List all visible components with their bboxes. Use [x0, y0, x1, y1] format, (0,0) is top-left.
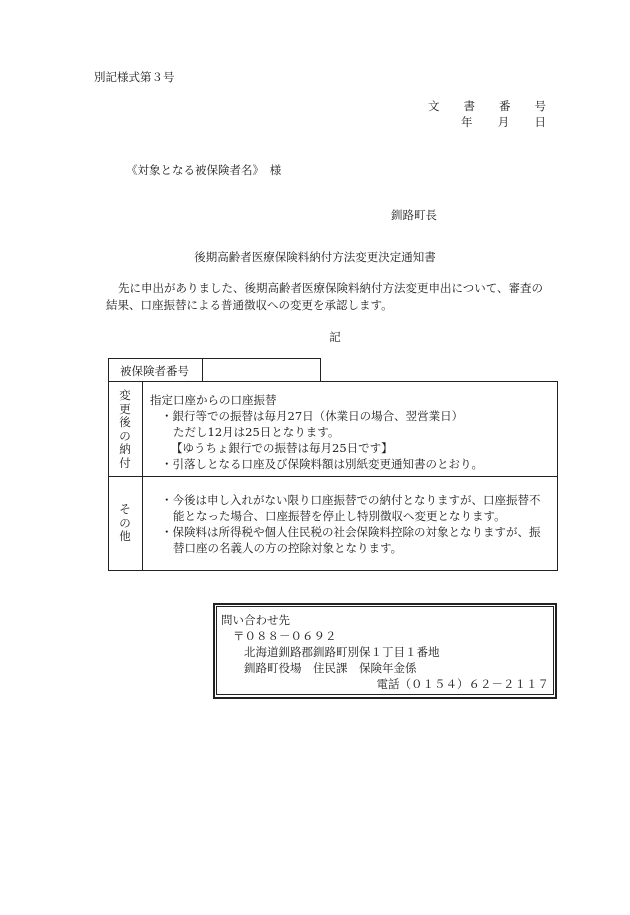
- contact-phone: 電話（０１５４）６２－２１１７: [376, 677, 549, 691]
- addressee: 《対象となる被保険者名》 様: [126, 163, 282, 177]
- after-change-line: 【ゆうちょ銀行での振替は毎月25日です】: [171, 441, 393, 455]
- insured-number-label: 被保険者番号: [120, 364, 189, 378]
- ki-heading: 記: [329, 330, 341, 344]
- other-line: ・今後は申し入れがない限り口座振替での納付となりますが、口座振替不: [161, 493, 541, 507]
- contact-address: 北海道釧路郡釧路町別保１丁目１番地: [244, 645, 440, 659]
- table-border: [108, 358, 321, 359]
- body-text: 先に申出がありました、後期高齢者医療保険料納付方法変更申出について、審査の結果、口座振替による普通徴収への変更を承認します。: [106, 281, 544, 312]
- contact-box: [213, 603, 557, 699]
- document-number-char: 文: [428, 99, 440, 113]
- table-border: [108, 381, 558, 382]
- contact-border: [216, 606, 217, 695]
- contact-border: [213, 603, 215, 699]
- form-number: 別記様式第３号: [94, 70, 175, 84]
- after-change-line: ・銀行等での振替は毎月27日（休業日の場合、翌営業日）: [161, 409, 464, 423]
- after-change-line: ただし12月は25日となります。: [173, 425, 340, 439]
- table-border: [142, 381, 143, 571]
- after-change-line: 指定口座からの口座振替: [150, 393, 277, 407]
- document-number-label: [428, 98, 546, 114]
- table-border: [202, 358, 203, 382]
- other-label: そ の 他: [119, 502, 131, 543]
- contact-border: [213, 603, 557, 605]
- date-month: 月: [497, 115, 510, 129]
- table-border: [108, 570, 558, 571]
- contact-border: [216, 694, 554, 695]
- contact-title: 問い合わせ先: [221, 613, 290, 627]
- table-border: [320, 358, 321, 382]
- table-border: [108, 358, 109, 571]
- other-line: ・保険料は所得税や個人住民税の社会保険料控除の対象となりますが、振: [161, 525, 541, 539]
- contact-border: [553, 606, 554, 695]
- contact-office: 釧路町役場 住民課 保険年金係: [244, 661, 417, 675]
- table-border: [108, 476, 558, 477]
- sender: 釧路町長: [391, 208, 437, 222]
- other-line: 能となった場合、口座振替を停止し特別徴収へ変更となります。: [173, 509, 506, 523]
- date-day: 日: [534, 115, 546, 129]
- after-change-label: 変 更 後 の 納 付: [119, 388, 131, 470]
- contact-border: [213, 697, 557, 699]
- date-label: [461, 114, 546, 130]
- contact-postal: 〒０８８－０６９２: [233, 629, 337, 643]
- date-year: 年: [461, 115, 473, 129]
- after-change-line: ・引落しとなる口座及び保険料額は別紙変更通知書のとおり。: [161, 457, 483, 471]
- contact-border: [216, 606, 554, 607]
- document-title: 後期高齢者医療保険料納付方法変更決定通知書: [194, 250, 436, 264]
- details-table: [108, 358, 558, 571]
- document-number-char: 書: [463, 99, 475, 113]
- contact-border: [555, 603, 557, 699]
- document-number-char: 番: [499, 99, 511, 113]
- document-number-char: 号: [534, 99, 546, 113]
- other-line: 替口座の名義人の方の控除対象となります。: [173, 541, 403, 555]
